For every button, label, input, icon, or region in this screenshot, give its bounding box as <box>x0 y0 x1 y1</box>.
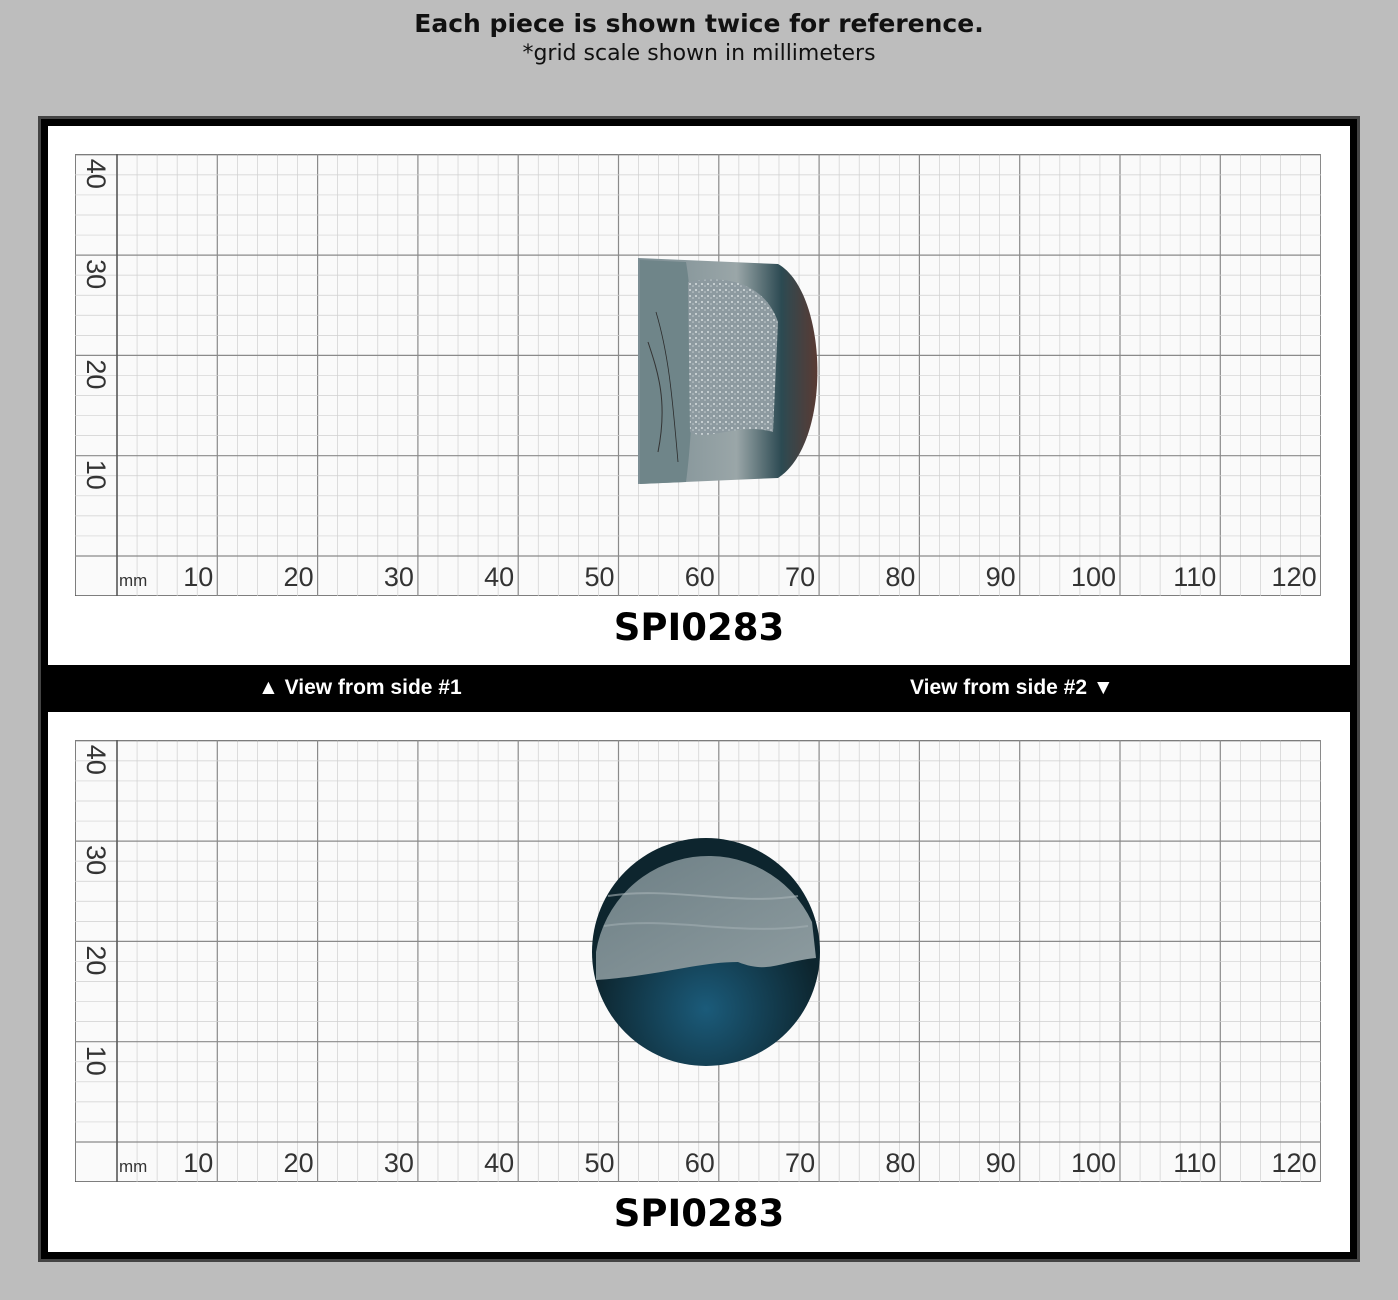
x-tick-label: 120 <box>1271 562 1317 592</box>
y-tick-label: 30 <box>81 845 111 876</box>
x-tick-label: 120 <box>1271 1148 1317 1178</box>
x-tick-label: 90 <box>985 1148 1016 1178</box>
x-tick-label: 10 <box>183 562 214 592</box>
view-side-1-label: ▲ View from side #1 <box>258 676 462 699</box>
photo-panel-side-2 <box>48 712 1350 1252</box>
x-tick-label: 70 <box>785 1148 816 1178</box>
photo-panel-side-1 <box>48 126 1350 665</box>
x-tick-label: 20 <box>283 1148 314 1178</box>
y-tick-label: 20 <box>81 359 111 390</box>
unit-label: mm <box>119 571 148 590</box>
x-tick-label: 40 <box>484 562 515 592</box>
x-tick-label: 70 <box>785 562 816 592</box>
view-side-2-label: View from side #2 ▼ <box>910 676 1114 699</box>
x-tick-label: 110 <box>1173 562 1217 592</box>
x-tick-label: 80 <box>885 1148 916 1178</box>
y-tick-label: 30 <box>81 259 111 290</box>
x-tick-label: 50 <box>584 562 615 592</box>
y-tick-label: 40 <box>81 744 111 775</box>
x-tick-label: 60 <box>684 562 715 592</box>
x-tick-label: 80 <box>885 562 916 592</box>
product-code: SPI0283 <box>613 606 785 649</box>
x-tick-label: 100 <box>1070 562 1116 592</box>
page-header <box>0 8 1398 68</box>
page-title: Each piece is shown twice for reference. <box>414 9 984 38</box>
y-tick-label: 20 <box>81 945 111 976</box>
unit-label: mm <box>119 1157 148 1176</box>
x-tick-label: 30 <box>383 562 414 592</box>
y-tick-label: 40 <box>81 158 111 189</box>
y-tick-label: 10 <box>81 1045 111 1076</box>
x-tick-label: 50 <box>584 1148 615 1178</box>
page-subtitle: *grid scale shown in millimeters <box>522 41 876 66</box>
product-code: SPI0283 <box>613 1192 785 1235</box>
x-tick-label: 100 <box>1070 1148 1116 1178</box>
x-tick-label: 40 <box>484 1148 515 1178</box>
x-tick-label: 90 <box>985 562 1016 592</box>
x-tick-label: 110 <box>1173 1148 1217 1178</box>
stone-side-2-image <box>588 826 828 1066</box>
x-tick-label: 10 <box>183 1148 214 1178</box>
x-tick-label: 30 <box>383 1148 414 1178</box>
x-tick-label: 60 <box>684 1148 715 1178</box>
stone-side-1-image <box>628 252 828 492</box>
y-tick-label: 10 <box>81 459 111 490</box>
x-tick-label: 20 <box>283 562 314 592</box>
